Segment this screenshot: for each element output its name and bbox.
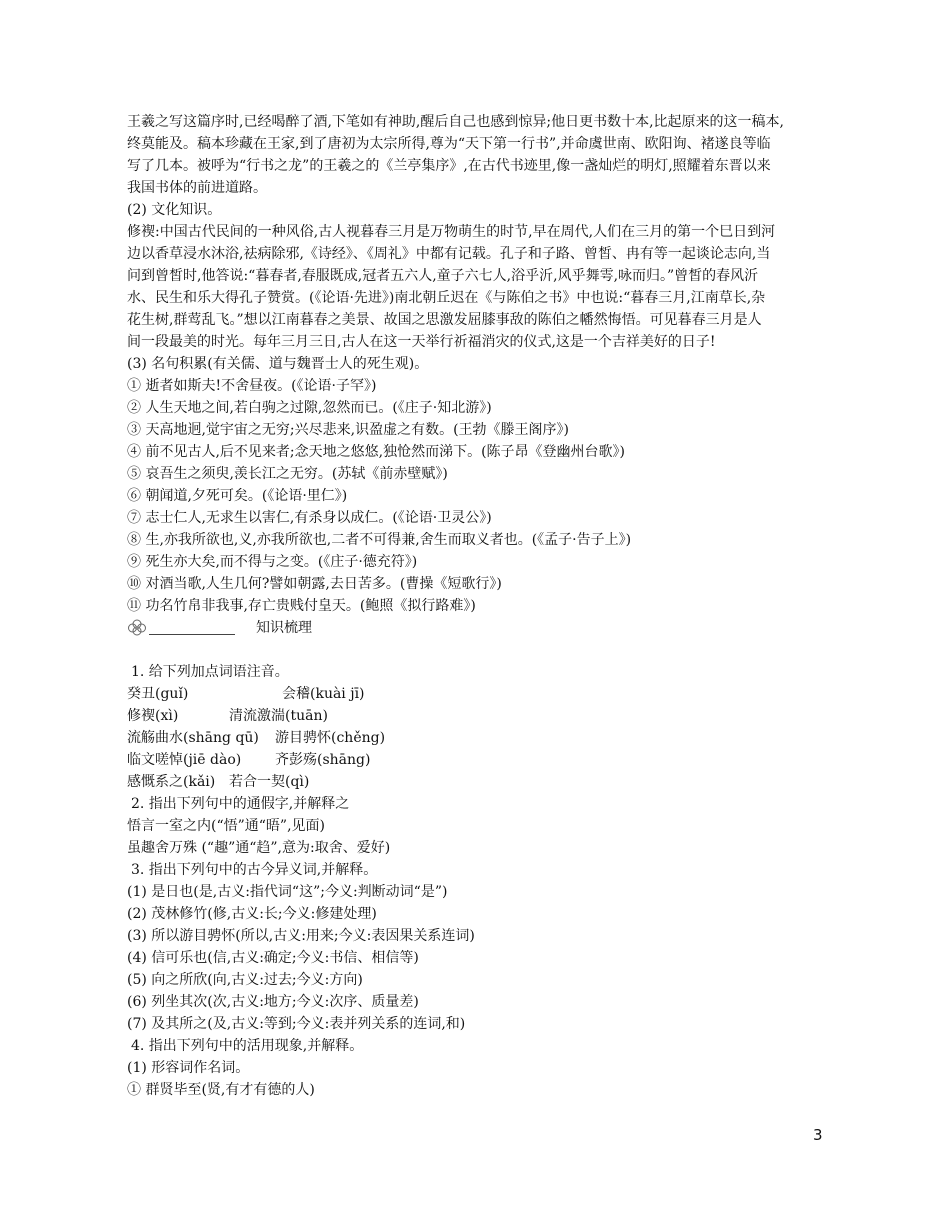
question-3 <box>127 859 827 1035</box>
page-content <box>127 111 827 1101</box>
page-number: 3 <box>813 1126 823 1144</box>
question-heading: 2. 指出下列句中的通假字,并解释之 <box>131 796 350 812</box>
question-4 <box>127 1035 827 1101</box>
text-line: 终莫能及。稿本珍藏在王家,到了唐初为太宗所得,尊为“天下第一行书”,并命虞世南、欧阳询、褚遂良等临 <box>127 136 771 152</box>
question-heading: 3. 指出下列句中的古今异义词,并解释。 <box>131 862 378 878</box>
quote-item: ⑩ 对酒当歌,人生几何?譬如朝露,去日苦多。(曹操《短歌行》) <box>127 576 502 592</box>
pinyin-item: 癸丑(guǐ) <box>127 686 189 702</box>
pinyin-item: 感慨系之(kǎi) <box>127 774 216 790</box>
text-line: 间一段最美的时光。每年三月三日,古人在这一天举行祈福消灾的仪式,这是一个吉祥美好的日子! <box>127 334 716 350</box>
answer-item: (3) 所以游目骋怀(所以,古义:用来;今义:表因果关系连词) <box>127 928 475 944</box>
text-line: 写了几本。被呼为“行书之龙”的王羲之的《兰亭集序》,在古代书迹里,像一盏灿烂的明灯,照耀着东晋以来 <box>127 158 771 174</box>
question-2 <box>127 793 827 859</box>
blossom-icon <box>127 618 147 638</box>
pinyin-item: 修褉(xì) <box>127 708 179 724</box>
pinyin-row <box>127 771 827 793</box>
answer-item: (6) 列坐其次(次,古义:地方;今义:次序、质量差) <box>127 994 419 1010</box>
section-heading <box>127 617 827 639</box>
quote-item: ⑤ 哀吾生之须臾,羡长江之无穷。(苏轼《前赤壁赋》) <box>127 466 448 482</box>
quote-item: ⑧ 生,亦我所欲也,义,亦我所欲也,二者不可得兼,舍生而取义者也。(《孟子·告子上》) <box>127 532 632 548</box>
pinyin-item: 若合一契(qì) <box>229 774 310 790</box>
culture-paragraph <box>127 221 827 353</box>
answer-item: (7) 及其所之(及,古义:等到;今义:表并列关系的连词,和) <box>127 1016 466 1032</box>
question-heading: 1. 给下列加点词语注音。 <box>131 664 289 680</box>
text-line: 王羲之写这篇序时,已经喝醉了酒,下笔如有神助,醒后自己也感到惊异;他日更书数十本,比起原来的这一稿本, <box>127 114 784 130</box>
culture-heading: (2) 文化知识。 <box>127 202 222 218</box>
pinyin-item: 会稽(kuài jī) <box>282 686 365 702</box>
pinyin-row <box>127 727 827 749</box>
text-line: 问到曾皙时,他答说:“暮春者,春服既成,冠者五六人,童子六七人,浴乎沂,风乎舞雩,咏而归。”曾皙的春风沂 <box>127 268 759 284</box>
intro-paragraph <box>127 111 827 199</box>
answer-item: (4) 信可乐也(信,古义:确定;今义:书信、相信等) <box>127 950 419 966</box>
pinyin-row <box>127 683 827 705</box>
quote-item: ⑨ 死生亦大矣,而不得与之变。(《庄子·德充符》) <box>127 554 418 570</box>
section-rule <box>149 622 235 635</box>
quote-item: ⑥ 朝闻道,夕死可矣。(《论语·里仁》) <box>127 488 348 504</box>
pinyin-row <box>127 705 827 727</box>
text-line: 我国书体的前进道路。 <box>127 180 267 196</box>
text-line: 修褉:中国古代民间的一种风俗,古人视暮春三月是万物萌生的时节,早在周代,人们在三月的第一个巳日到河 <box>127 224 776 240</box>
quote-item: ⑪ 功名竹帛非我事,存亡贵贱付皇天。(鲍照《拟行路难》) <box>127 598 476 614</box>
quote-item: ① 逝者如斯夫!不舍昼夜。(《论语·子罕》) <box>127 378 377 394</box>
quotes-list <box>127 375 827 617</box>
question-heading: 4. 指出下列句中的活用现象,并解释。 <box>131 1038 364 1054</box>
quote-item: ⑦ 志士仁人,无求生以害仁,有杀身以成仁。(《论语·卫灵公》) <box>127 510 492 526</box>
answer-item: (2) 茂林修竹(修,古义:长;今义:修建处理) <box>127 906 377 922</box>
answer-item: (5) 向之所欣(向,古义:过去;今义:方向) <box>127 972 363 988</box>
pinyin-item: 临文嗟悼(jiē dào) <box>127 752 242 768</box>
pinyin-item: 齐彭殇(shāng) <box>275 752 371 768</box>
pinyin-item: 流觞曲水(shāng qū) <box>127 730 259 746</box>
quote-item: ② 人生天地之间,若白驹之过隙,忽然而已。(《庄子·知北游》) <box>127 400 492 416</box>
spacer <box>127 639 827 661</box>
pinyin-item: 游目骋怀(chěng) <box>275 730 386 746</box>
text-line: 水、民生和乐大得孔子赞赏。(《论语·先进》)南北朝丘迟在《与陈伯之书》中也说:“暮春三月,江南草长,杂 <box>127 290 766 306</box>
quote-item: ③ 天高地迥,觉宇宙之无穷;兴尽悲来,识盈虚之有数。(王勃《滕王阁序》) <box>127 422 569 438</box>
section-title: 知识梳理 <box>256 620 312 636</box>
answer-item: 虽趣舍万殊 (“趣”通“趋”,意为:取舍、爱好) <box>127 840 391 856</box>
answer-item: (1) 形容词作名词。 <box>127 1060 250 1076</box>
question-1 <box>127 661 827 793</box>
quote-item: ④ 前不见古人,后不见来者;念天地之悠悠,独怆然而涕下。(陈子昂《登幽州台歌》) <box>127 444 625 460</box>
quotes-heading: (3) 名句积累(有关儒、道与魏晋士人的死生观)。 <box>127 356 429 372</box>
answer-item: 悟言一室之内(“悟”通“晤”,见面) <box>127 818 326 834</box>
pinyin-item: 清流激湍(tuān) <box>229 708 328 724</box>
answer-item: (1) 是日也(是,古义:指代词“这”;今义:判断动词“是”) <box>127 884 448 900</box>
text-line: 边以香草浸水沐浴,祛病除邪,《诗经》、《周礼》中都有记载。孔子和子路、曾皙、冉有等一起谈论志向,当 <box>127 246 771 262</box>
text-line: 花生树,群莺乱飞。”想以江南暮春之美景、故国之思激发屈膝事敌的陈伯之幡然悔悟。可见暮春三月是人 <box>127 312 762 328</box>
pinyin-row <box>127 749 827 771</box>
answer-item: ① 群贤毕至(贤,有才有德的人) <box>127 1082 315 1098</box>
